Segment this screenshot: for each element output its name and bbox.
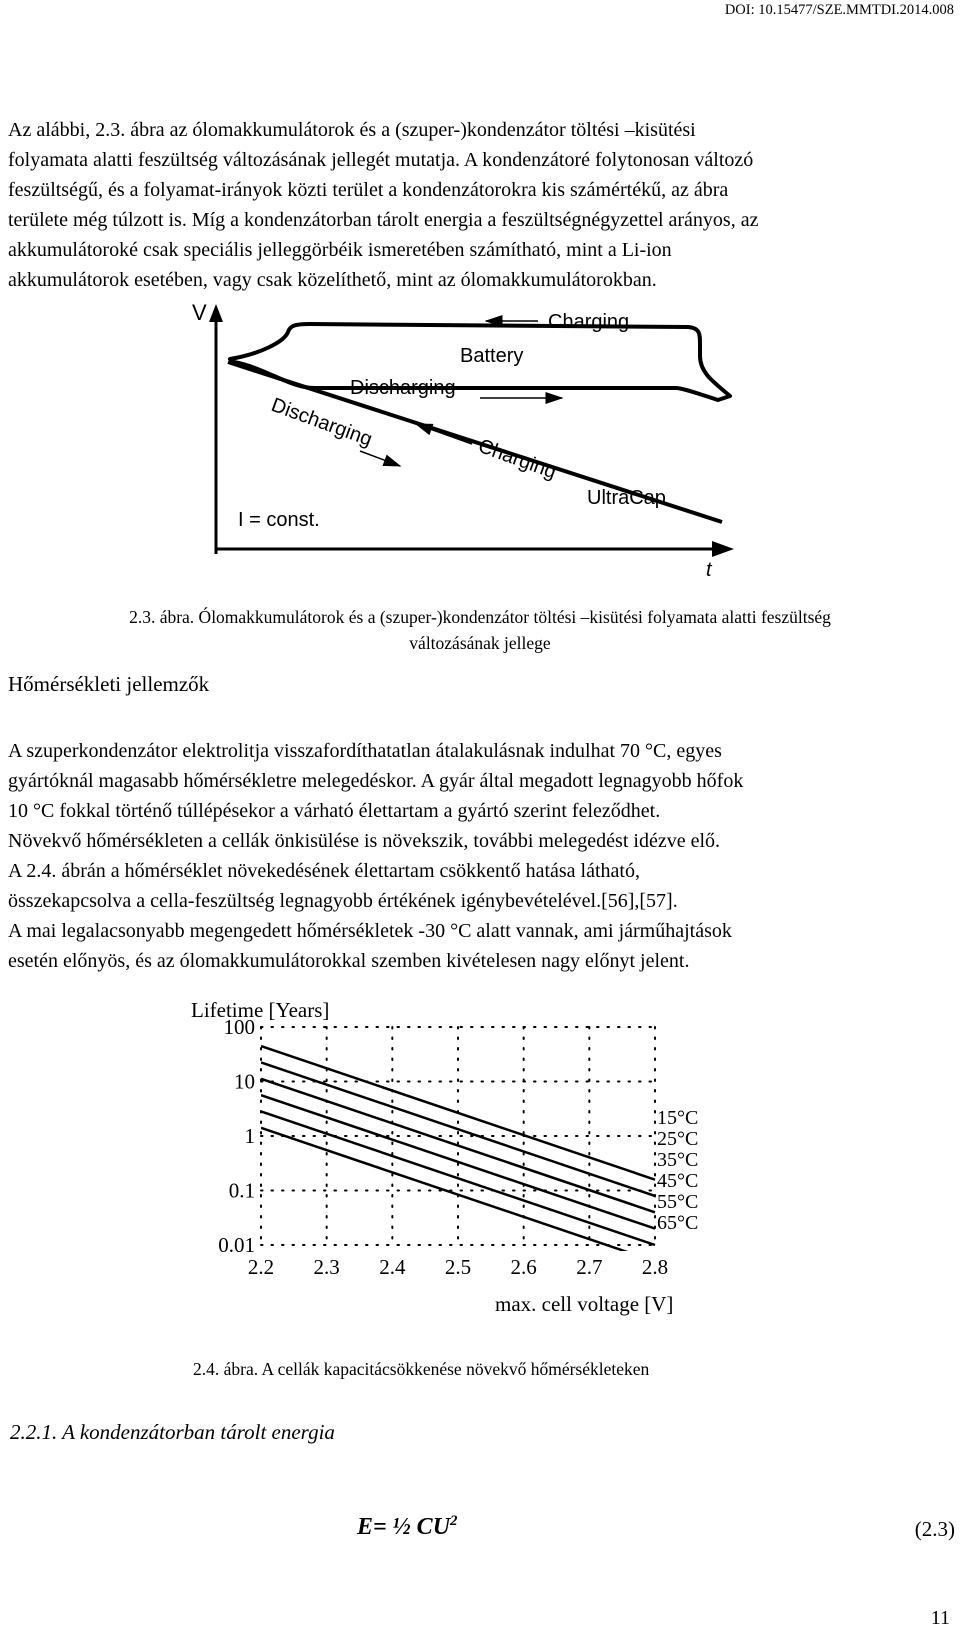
text-line: Növekvő hőmérsékleten a cellák önkisülése is növekszik, további melegedést idézve elő. [8,830,721,852]
equation-number: (2.3) [914,1517,955,1541]
doi-header: DOI: 10.15477/SZE.MMTDI.2014.008 [724,2,954,18]
chart-grid [261,1027,655,1245]
series-line [261,1128,655,1262]
caption-line: változásának jellege [409,633,551,653]
x-tick-label: 2.4 [379,1255,406,1279]
y-tick-label: 1 [244,1124,255,1148]
label-charging-top: Charging [548,311,630,333]
y-tick-label: 0.01 [218,1233,255,1257]
y-tick-label: 0.1 [228,1178,255,1203]
page-number: 11 [930,1607,950,1629]
series-label: 45°C [657,1170,699,1192]
text-line: esetén előnyös, és az ólomakkumulátorokkal szemben kivételesen nagy előnyt jelent. [8,950,690,972]
text-line: folyamata alatti feszültség változásának jellegét mutatja. A kondenzátoré folytonosan változó [8,149,754,171]
y-axis-arrowhead [209,304,223,322]
text-line: 10 °C fokkal történő túllépésekor a várható élettartam a gyártó szerint feleződhet. [8,800,661,822]
text-line: területe még túlzott is. Míg a kondenzátorban tárolt energia a feszültségnégyzettel arányos, az [8,209,759,231]
text-line: A szuperkondenzátor elektrolitja visszafordíthatatlan átalakulásnak indulhat 70 °C, egyes [8,740,722,762]
discharging-arrow-low [360,451,400,466]
text-line: összekapcsolva a cella-feszültség legnagyobb értékének igénybevételével.[56],[57]. [8,890,678,912]
x-tick-label: 2.5 [444,1255,472,1279]
text-line: feszültségű, és a folyamat-irányok közti terület a kondenzátorokra kis számértékű, az ábra [8,179,729,201]
x-axis-arrowhead [712,541,734,557]
label-discharging-mid: Discharging [350,377,456,399]
figure-charge-discharge [190,296,750,586]
x-tick-label: 2.7 [576,1255,603,1279]
charging-arrow-low [416,424,472,444]
figure-caption-2-3 [0,604,960,656]
subsection-heading: 2.2.1. A kondenzátorban tárolt energia [10,1420,335,1444]
x-tick-label: 2.6 [510,1255,537,1279]
lifetime-chart [185,995,745,1350]
label-i-const: I = const. [238,509,320,531]
text-line: akkumulátorok esetében, vagy csak közelíthető, mint az ólomakkumulátorokban. [8,269,657,291]
y-tick-label: 100 [223,1015,255,1039]
series-label: 35°C [657,1149,699,1171]
text-line: A mai legalacsonyabb megengedett hőmérsékletek -30 °C alatt vannak, ami járműhajtások [8,920,732,942]
text-line: gyártóknál magasabb hőmérsékletre melegedéskor. A gyár által megadott legnagyobb hőfok [8,770,744,792]
chart-x-label: max. cell voltage [V] [495,1292,674,1316]
series-label: 15°C [657,1107,699,1129]
series-line [261,1046,655,1180]
series-line [261,1079,655,1212]
y-axis-label: V [192,300,207,325]
chart-y-label: Lifetime [Years] [191,998,330,1022]
x-tick-label: 2.8 [641,1255,669,1279]
y-tick-label: 10 [234,1069,255,1094]
x-axis-label: t [706,559,712,581]
paragraph-intro [8,115,956,295]
text-line: Az alábbi, 2.3. ábra az ólomakkumulátorok és a (szuper-)kondenzátor töltési –kisütési [8,119,696,141]
series-line [261,1095,655,1228]
text-line: akkumulátoroké csak speciális jelleggörbéik ismeretében számítható, mint a Li-ion [8,239,672,261]
chart-legend [657,1107,698,1234]
label-battery: Battery [460,345,524,367]
paragraph-temperature [8,736,956,976]
label-ultracap: UltraCap [587,487,666,509]
label-discharging-low: Discharging [268,394,376,451]
x-tick-label: 2.2 [247,1255,275,1279]
figure-caption-2-4: 2.4. ábra. A cellák kapacitácsökkenése növekvő hőmérsékleteken [193,1359,650,1379]
caption-line: 2.3. ábra. Ólomakkumulátorok és a (szuper-)kondenzátor töltési –kisütési folyamata alatti feszültség [129,607,831,627]
heading-temperature: Hőmérsékleti jellemzők [8,672,210,696]
series-label: 55°C [657,1191,699,1213]
formula-exponent: 2 [450,1513,458,1529]
formula-text: E= ½ CU [357,1514,451,1540]
series-label: 25°C [657,1128,699,1150]
text-line: A 2.4. ábrán a hőmérséklet növekedésének élettartam csökkentő hatása látható, [8,860,640,882]
series-label: 65°C [657,1212,699,1234]
x-tick-label: 2.3 [313,1255,340,1279]
label-charging-low: Charging [475,435,560,484]
energy-formula [357,1513,458,1541]
